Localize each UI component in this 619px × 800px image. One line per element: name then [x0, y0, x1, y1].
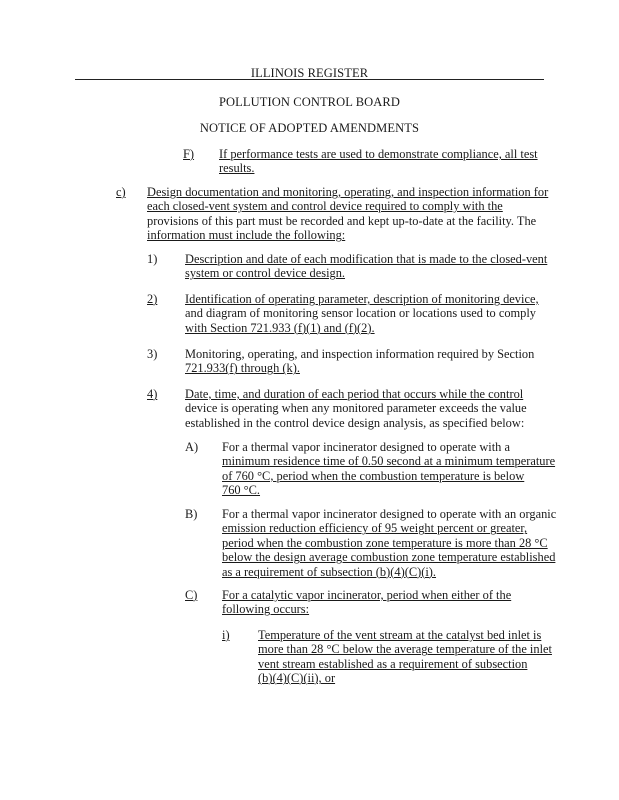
- item-f-text: [219, 147, 538, 176]
- item-1-text: [185, 252, 547, 281]
- text-line: information must include the following:: [147, 228, 346, 243]
- text-line: system or control device design.: [185, 266, 346, 281]
- item-b-label: B): [185, 507, 198, 521]
- item-i-text: [258, 628, 552, 686]
- text-line: established in the control device design analysis, as specified below:: [185, 415, 525, 430]
- text-line: For a thermal vapor incinerator designed to operate with an organic: [222, 507, 557, 521]
- item-c-sub-text: [222, 588, 511, 617]
- item-i-label: i): [222, 628, 230, 642]
- item-a-text: [222, 440, 555, 498]
- text-line: (b)(4)(C)(ii), or: [258, 671, 336, 686]
- text-line: device is operating when any monitored parameter exceeds the value: [185, 401, 527, 416]
- board-title: POLLUTION CONTROL BOARD: [219, 95, 400, 109]
- item-f-label: F): [183, 147, 195, 161]
- text-line: vent stream established as a requirement of subsection: [258, 656, 528, 671]
- text-line: more than 28 °C below the average temperature of the inlet: [258, 642, 552, 657]
- text-line: For a catalytic vapor incinerator, period when either of the: [222, 588, 512, 602]
- item-2-text: [185, 292, 539, 335]
- text-line: Temperature of the vent stream at the catalyst bed inlet is: [258, 628, 542, 642]
- text-line: minimum residence time of 0.50 second at a minimum temperature: [222, 454, 556, 469]
- text-line: and diagram of monitoring sensor location or locations used to comply: [185, 306, 536, 321]
- item-4-label: 4): [147, 387, 158, 401]
- text-line: below the design average combustion zone temperature established: [222, 550, 556, 565]
- item-4-text: [185, 387, 527, 430]
- text-line: If performance tests are used to demonstrate compliance, all test: [219, 147, 538, 161]
- text-line: Design documentation and monitoring, operating, and inspection information for: [147, 185, 549, 199]
- text-line: emission reduction efficiency of 95 weight percent or greater,: [222, 521, 528, 536]
- text-line: Monitoring, operating, and inspection information required by Section: [185, 347, 535, 361]
- text-line: results.: [219, 161, 255, 176]
- text-line: provisions of this part must be recorded and kept up-to-date at the facility. The: [147, 213, 537, 228]
- item-c-label: c): [116, 185, 126, 199]
- item-1-label: 1): [147, 252, 158, 266]
- item-2-label: 2): [147, 292, 158, 306]
- text-line: For a thermal vapor incinerator designed to operate with a: [222, 440, 510, 454]
- item-a-label: A): [185, 440, 199, 454]
- notice-title: NOTICE OF ADOPTED AMENDMENTS: [199, 121, 420, 135]
- text-line: Identification of operating parameter, description of monitoring device,: [185, 292, 539, 306]
- text-line: period when the combustion zone temperature is more than 28 °C: [222, 535, 548, 550]
- item-3-label: 3): [147, 347, 158, 361]
- text-line: each closed-vent system and control device required to comply with the: [147, 199, 503, 214]
- item-3-text: [185, 347, 534, 376]
- text-line: with Section 721.933 (f)(1) and (f)(2).: [185, 320, 375, 335]
- text-line: Description and date of each modification that is made to the closed-vent: [185, 252, 548, 266]
- item-c-sub-label: C): [185, 588, 198, 602]
- register-title: ILLINOIS REGISTER: [250, 66, 369, 80]
- item-c-text: [147, 185, 548, 243]
- text-line: 721.933(f) through (k).: [185, 361, 300, 376]
- text-line: 760 °C.: [222, 483, 261, 498]
- text-line: Date, time, and duration of each period that occurs while the control: [185, 387, 524, 401]
- text-line: following occurs:: [222, 602, 310, 617]
- item-b-text: [222, 507, 556, 579]
- text-line: as a requirement of subsection (b)(4)(C)(i).: [222, 564, 437, 579]
- text-line: of 760 °C, period when the combustion temperature is below: [222, 468, 525, 483]
- header-rule: [75, 79, 544, 80]
